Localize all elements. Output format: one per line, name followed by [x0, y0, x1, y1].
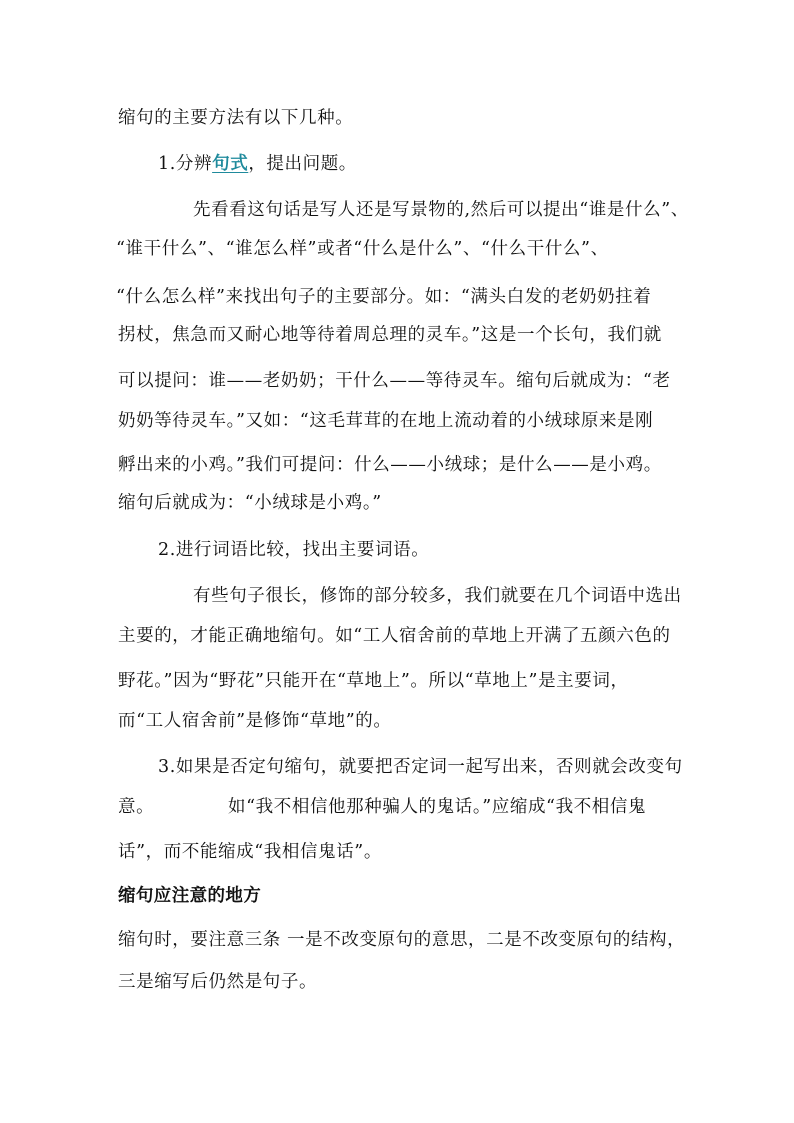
method-1-line: 孵出来的小鸡。”我们可提问：什么——小绒球；是什么——是小鸡。	[118, 455, 662, 475]
method-1-heading	[158, 152, 357, 176]
method-1-line: “什么怎么样”来找出句子的主要部分。如：“满头白发的老奶奶拄着	[116, 287, 652, 307]
method-3-line: 意。	[118, 797, 155, 817]
method-1-line: “谁干什么”、“谁怎么样”或者“什么是什么”、“什么干什么”、	[116, 239, 609, 259]
method-2-line: 主要的，才能正确地缩句。如“工人宿舍前的草地上开满了五颜六色的	[118, 626, 671, 646]
notes-line: 缩句时，要注意三条 一是不改变原句的意思，二是不改变原句的结构，	[118, 930, 686, 950]
method-3-line: 如“我不相信他那种骗人的鬼话。”应缩成“我不相信鬼	[228, 797, 647, 817]
method-2-line: 有些句子很长，修饰的部分较多，我们就要在几个词语中选出	[193, 586, 682, 606]
method-2-heading: 2.进行词语比较，找出主要词语。	[158, 540, 430, 560]
method-1-line: 奶奶等待灵车。”又如：“这毛茸茸的在地上流动着的小绒球原来是刚	[118, 411, 654, 431]
method-1-line: 先看看这句话是写人还是写景物的,然后可以提出“谁是什么”、	[193, 200, 689, 220]
method-1-prefix: 1.分辨	[158, 154, 213, 174]
method-3-line: 3.如果是否定句缩句，就要把否定词一起写出来，否则就会改变句	[158, 757, 683, 777]
method-1-line: 拐杖，焦急而又耐心地等待着周总理的灵车。”这是一个长句，我们就	[118, 325, 662, 345]
notes-line: 三是缩写后仍然是句子。	[118, 972, 318, 992]
intro-paragraph: 缩句的主要方法有以下几种。	[118, 108, 354, 128]
method-3-line: 话”，而不能缩成“我相信鬼话”。	[118, 842, 382, 862]
method-1-line: 可以提问：谁——老奶奶；干什么——等待灵车。缩句后就成为：“老	[118, 371, 671, 391]
method-2-line: 野花。”因为“野花”只能开在“草地上”。所以“草地上”是主要词，	[118, 671, 629, 691]
sentence-pattern-link[interactable]: 句式	[212, 154, 249, 174]
method-1-line: 缩句后就成为：“小绒球是小鸡。”	[118, 493, 382, 513]
notes-heading: 缩句应注意的地方	[118, 886, 262, 906]
method-2-line: 而“工人宿舍前”是修饰“草地”的。	[118, 711, 392, 731]
method-1-suffix: ，提出问题。	[248, 154, 357, 174]
